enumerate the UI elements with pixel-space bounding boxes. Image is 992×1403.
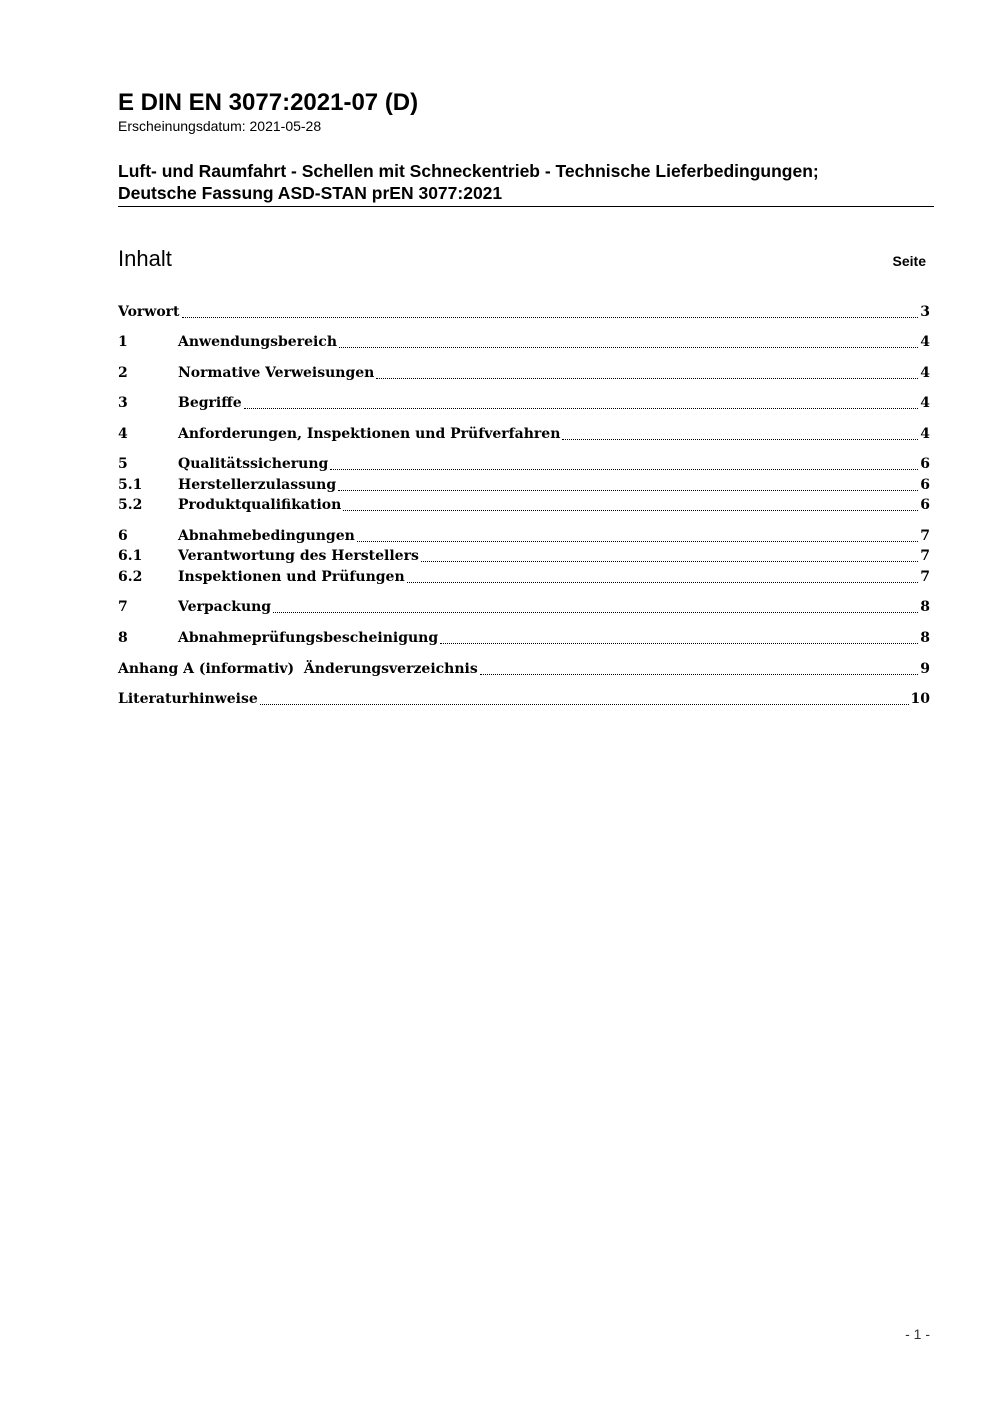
- toc-entry-vorwort[interactable]: [118, 302, 930, 322]
- toc-entry-6-1[interactable]: [118, 546, 930, 566]
- toc-entry-3[interactable]: [118, 393, 930, 413]
- toc-entry-text: Anforderungen, Inspektionen und Prüfverfahren: [178, 426, 561, 442]
- toc-entry-page: 4: [920, 365, 930, 381]
- toc-dot-leader: [339, 347, 918, 348]
- toc-entry-5-2[interactable]: [118, 495, 930, 515]
- toc-entry-text: Verpackung: [178, 599, 272, 615]
- toc-entry-text: Verantwortung des Herstellers: [178, 548, 419, 564]
- toc-entry-1[interactable]: [118, 332, 930, 352]
- toc-entry-text: Abnahmebedingungen: [178, 528, 355, 544]
- toc-entry-page: 6: [920, 456, 930, 472]
- publication-date: Erscheinungsdatum: 2021-05-28: [118, 118, 322, 134]
- toc-entry-page: 8: [920, 630, 930, 646]
- document-header: [118, 88, 934, 203]
- toc-dot-leader: [338, 490, 918, 491]
- toc-entry-page: 3: [920, 304, 930, 320]
- toc-entry-text: Anwendungsbereich: [178, 334, 337, 350]
- toc-entry-number: 8: [118, 630, 128, 646]
- toc-entry-page: 6: [920, 477, 930, 493]
- toc-entry-text: Literaturhinweise: [118, 691, 258, 707]
- document-title-line-2: Deutsche Fassung ASD-STAN prEN 3077:2021: [118, 183, 503, 203]
- toc-entry-number: 7: [118, 599, 128, 615]
- toc-dot-leader: [182, 317, 919, 318]
- toc-entry-page: 8: [920, 599, 930, 615]
- toc-entry-page: 4: [920, 426, 930, 442]
- toc-entry-anhang-a[interactable]: [118, 659, 930, 679]
- toc-entry-page: 9: [920, 661, 930, 677]
- toc-entry-literaturhinweise[interactable]: [118, 689, 930, 709]
- toc-dot-leader: [244, 408, 919, 409]
- toc-entry-number: 3: [118, 395, 128, 411]
- toc-dot-leader: [273, 612, 918, 613]
- toc-dot-leader: [330, 469, 918, 470]
- toc-dot-leader: [343, 510, 918, 511]
- toc-entry-5[interactable]: [118, 454, 930, 474]
- toc-entry-text: Abnahmeprüfungsbescheinigung: [178, 630, 439, 646]
- toc-entry-number: 5: [118, 456, 128, 472]
- toc-entry-text: Normative Verweisungen: [178, 365, 375, 381]
- toc-entry-page: 7: [920, 569, 930, 585]
- toc-entry-number: 1: [118, 334, 128, 350]
- toc-entry-number: 6.2: [118, 569, 143, 585]
- document-title: [118, 160, 934, 207]
- toc-entry-2[interactable]: [118, 363, 930, 383]
- toc-entry-text: Anhang A (informativ) Änderungsverzeichnis: [118, 661, 478, 677]
- toc-dot-leader: [480, 674, 919, 675]
- toc-dot-leader: [407, 582, 919, 583]
- page-number: - 1 -: [905, 1326, 930, 1342]
- toc-entry-number: 6.1: [118, 548, 143, 564]
- toc-entry-4[interactable]: [118, 424, 930, 444]
- toc-entry-number: 6: [118, 528, 128, 544]
- toc-page-label: Seite: [892, 253, 926, 269]
- toc-entry-text: Begriffe: [178, 395, 242, 411]
- toc-entry-text: Herstellerzulassung: [178, 477, 337, 493]
- toc-entry-text: Vorwort: [118, 304, 180, 320]
- toc-dot-leader: [260, 704, 909, 705]
- toc-entry-page: 6: [920, 497, 930, 513]
- toc-heading-row: [118, 244, 926, 274]
- toc-entry-7[interactable]: [118, 597, 930, 617]
- toc-heading: Inhalt: [118, 246, 172, 271]
- toc-entry-page: 4: [920, 334, 930, 350]
- toc-entry-8[interactable]: [118, 628, 930, 648]
- toc-entry-6[interactable]: [118, 526, 930, 546]
- toc-entry-page: 4: [920, 395, 930, 411]
- toc-entry-number: 5.2: [118, 497, 143, 513]
- toc-dot-leader: [376, 378, 918, 379]
- toc-entry-5-1[interactable]: [118, 475, 930, 495]
- document-title-line-1: Luft- und Raumfahrt - Schellen mit Schneckentrieb - Technische Lieferbedingungen;: [118, 161, 819, 181]
- toc-entry-number: 4: [118, 426, 128, 442]
- toc-entry-text: Produktqualifikation: [178, 497, 342, 513]
- toc-entry-text: Qualitätssicherung: [178, 456, 329, 472]
- toc-dot-leader: [421, 561, 918, 562]
- document-id: E DIN EN 3077:2021-07 (D): [118, 89, 419, 116]
- toc-dot-leader: [440, 643, 918, 644]
- toc-entry-number: 5.1: [118, 477, 143, 493]
- toc-entry-page: 10: [910, 691, 930, 707]
- toc-entry-6-2[interactable]: [118, 567, 930, 587]
- toc-entry-page: 7: [920, 548, 930, 564]
- toc-entry-page: 7: [920, 528, 930, 544]
- toc-dot-leader: [562, 439, 918, 440]
- toc-entry-text: Inspektionen und Prüfungen: [178, 569, 405, 585]
- toc-entry-number: 2: [118, 365, 128, 381]
- toc-dot-leader: [357, 541, 918, 542]
